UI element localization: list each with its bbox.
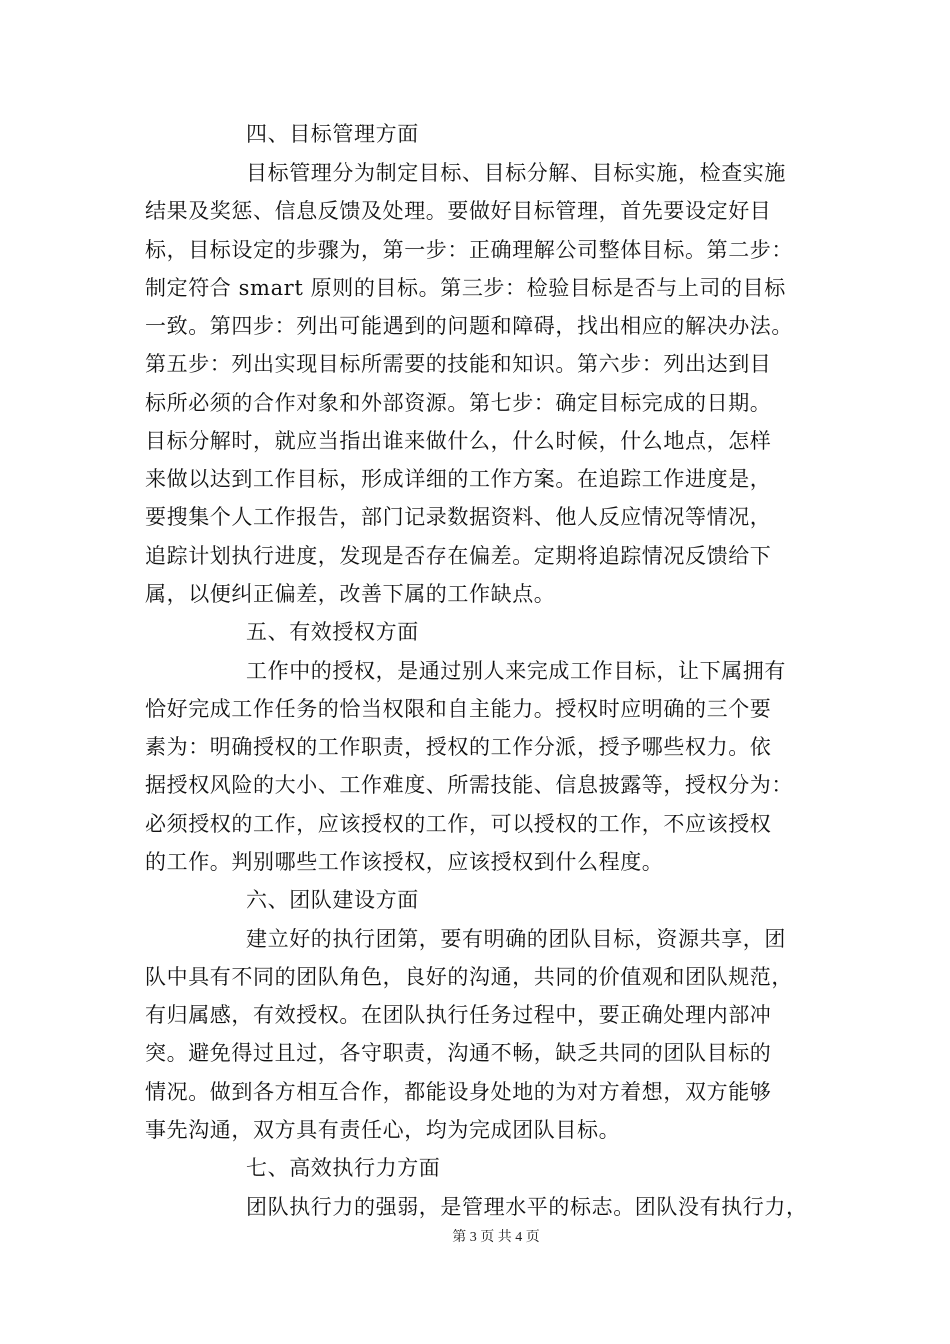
paragraph-line: 要搜集个人工作报告，部门记录数据资料、他人反应情况等情况， <box>145 505 772 529</box>
paragraph-line: 必须授权的工作，应该授权的工作，可以授权的工作，不应该授权 <box>145 812 772 836</box>
paragraph-line: 来做以达到工作目标，形成详细的工作方案。在追踪工作进度是， <box>145 467 772 491</box>
paragraph-line: 事先沟通，双方具有责任心，均为完成团队目标。 <box>145 1118 621 1142</box>
paragraph-line: 目标分解时，就应当指出谁来做什么，什么时候，什么地点，怎样 <box>145 429 772 453</box>
paragraph-line: 据授权风险的大小、工作难度、所需技能、信息披露等，授权分为： <box>145 773 793 797</box>
page-number-text: 第 3 页 共 4 页 <box>452 1230 540 1245</box>
page-number-footer <box>0 1226 950 1246</box>
paragraph-line: 团队执行力的强弱，是管理水平的标志。团队没有执行力， <box>246 1195 808 1219</box>
paragraph-line: 建立好的执行团第，要有明确的团队目标，资源共享，团 <box>246 927 786 951</box>
paragraph-line: 的工作。判别哪些工作该授权，应该授权到什么程度。 <box>145 850 664 874</box>
paragraph-line: 一致。第四步：列出可能遇到的问题和障碍，找出相应的解决办法。 <box>145 314 793 338</box>
paragraph-line: 制定符合 smart 原则的目标。第三步：检验目标是否与上司的目标 <box>145 276 786 300</box>
paragraph-line: 标所必须的合作对象和外部资源。第七步：确定目标完成的日期。 <box>145 391 772 415</box>
paragraph-line: 有归属感，有效授权。在团队执行任务过程中，要正确处理内部冲 <box>145 1003 772 1027</box>
section-heading: 六、团队建设方面 <box>246 888 419 912</box>
paragraph-line: 素为：明确授权的工作职责，授权的工作分派，授予哪些权力。依 <box>145 735 772 759</box>
section-heading: 五、有效授权方面 <box>246 620 419 644</box>
section-heading: 七、高效执行力方面 <box>246 1156 441 1180</box>
paragraph-line: 队中具有不同的团队角色，良好的沟通，共同的价值观和团队规范， <box>145 965 793 989</box>
paragraph-line: 结果及奖惩、信息反馈及处理。要做好目标管理，首先要设定好目 <box>145 199 772 223</box>
paragraph-line: 工作中的授权，是通过别人来完成工作目标，让下属拥有 <box>246 659 786 683</box>
paragraph-line: 情况。做到各方相互合作，都能设身处地的为对方着想，双方能够 <box>145 1080 772 1104</box>
paragraph-line: 追踪计划执行进度，发现是否存在偏差。定期将追踪情况反馈给下 <box>145 544 772 568</box>
paragraph-line: 第五步：列出实现目标所需要的技能和知识。第六步：列出达到目 <box>145 352 772 376</box>
paragraph-line: 恰好完成工作任务的恰当权限和自主能力。授权时应明确的三个要 <box>145 697 772 721</box>
paragraph-line: 目标管理分为制定目标、目标分解、目标实施，检查实施 <box>246 161 786 185</box>
section-heading: 四、目标管理方面 <box>246 122 419 146</box>
paragraph-line: 属，以便纠正偏差，改善下属的工作缺点。 <box>145 582 556 606</box>
paragraph-line: 突。避免得过且过，各守职责，沟通不畅，缺乏共同的团队目标的 <box>145 1041 772 1065</box>
paragraph-line: 标，目标设定的步骤为，第一步：正确理解公司整体目标。第二步： <box>145 238 793 262</box>
